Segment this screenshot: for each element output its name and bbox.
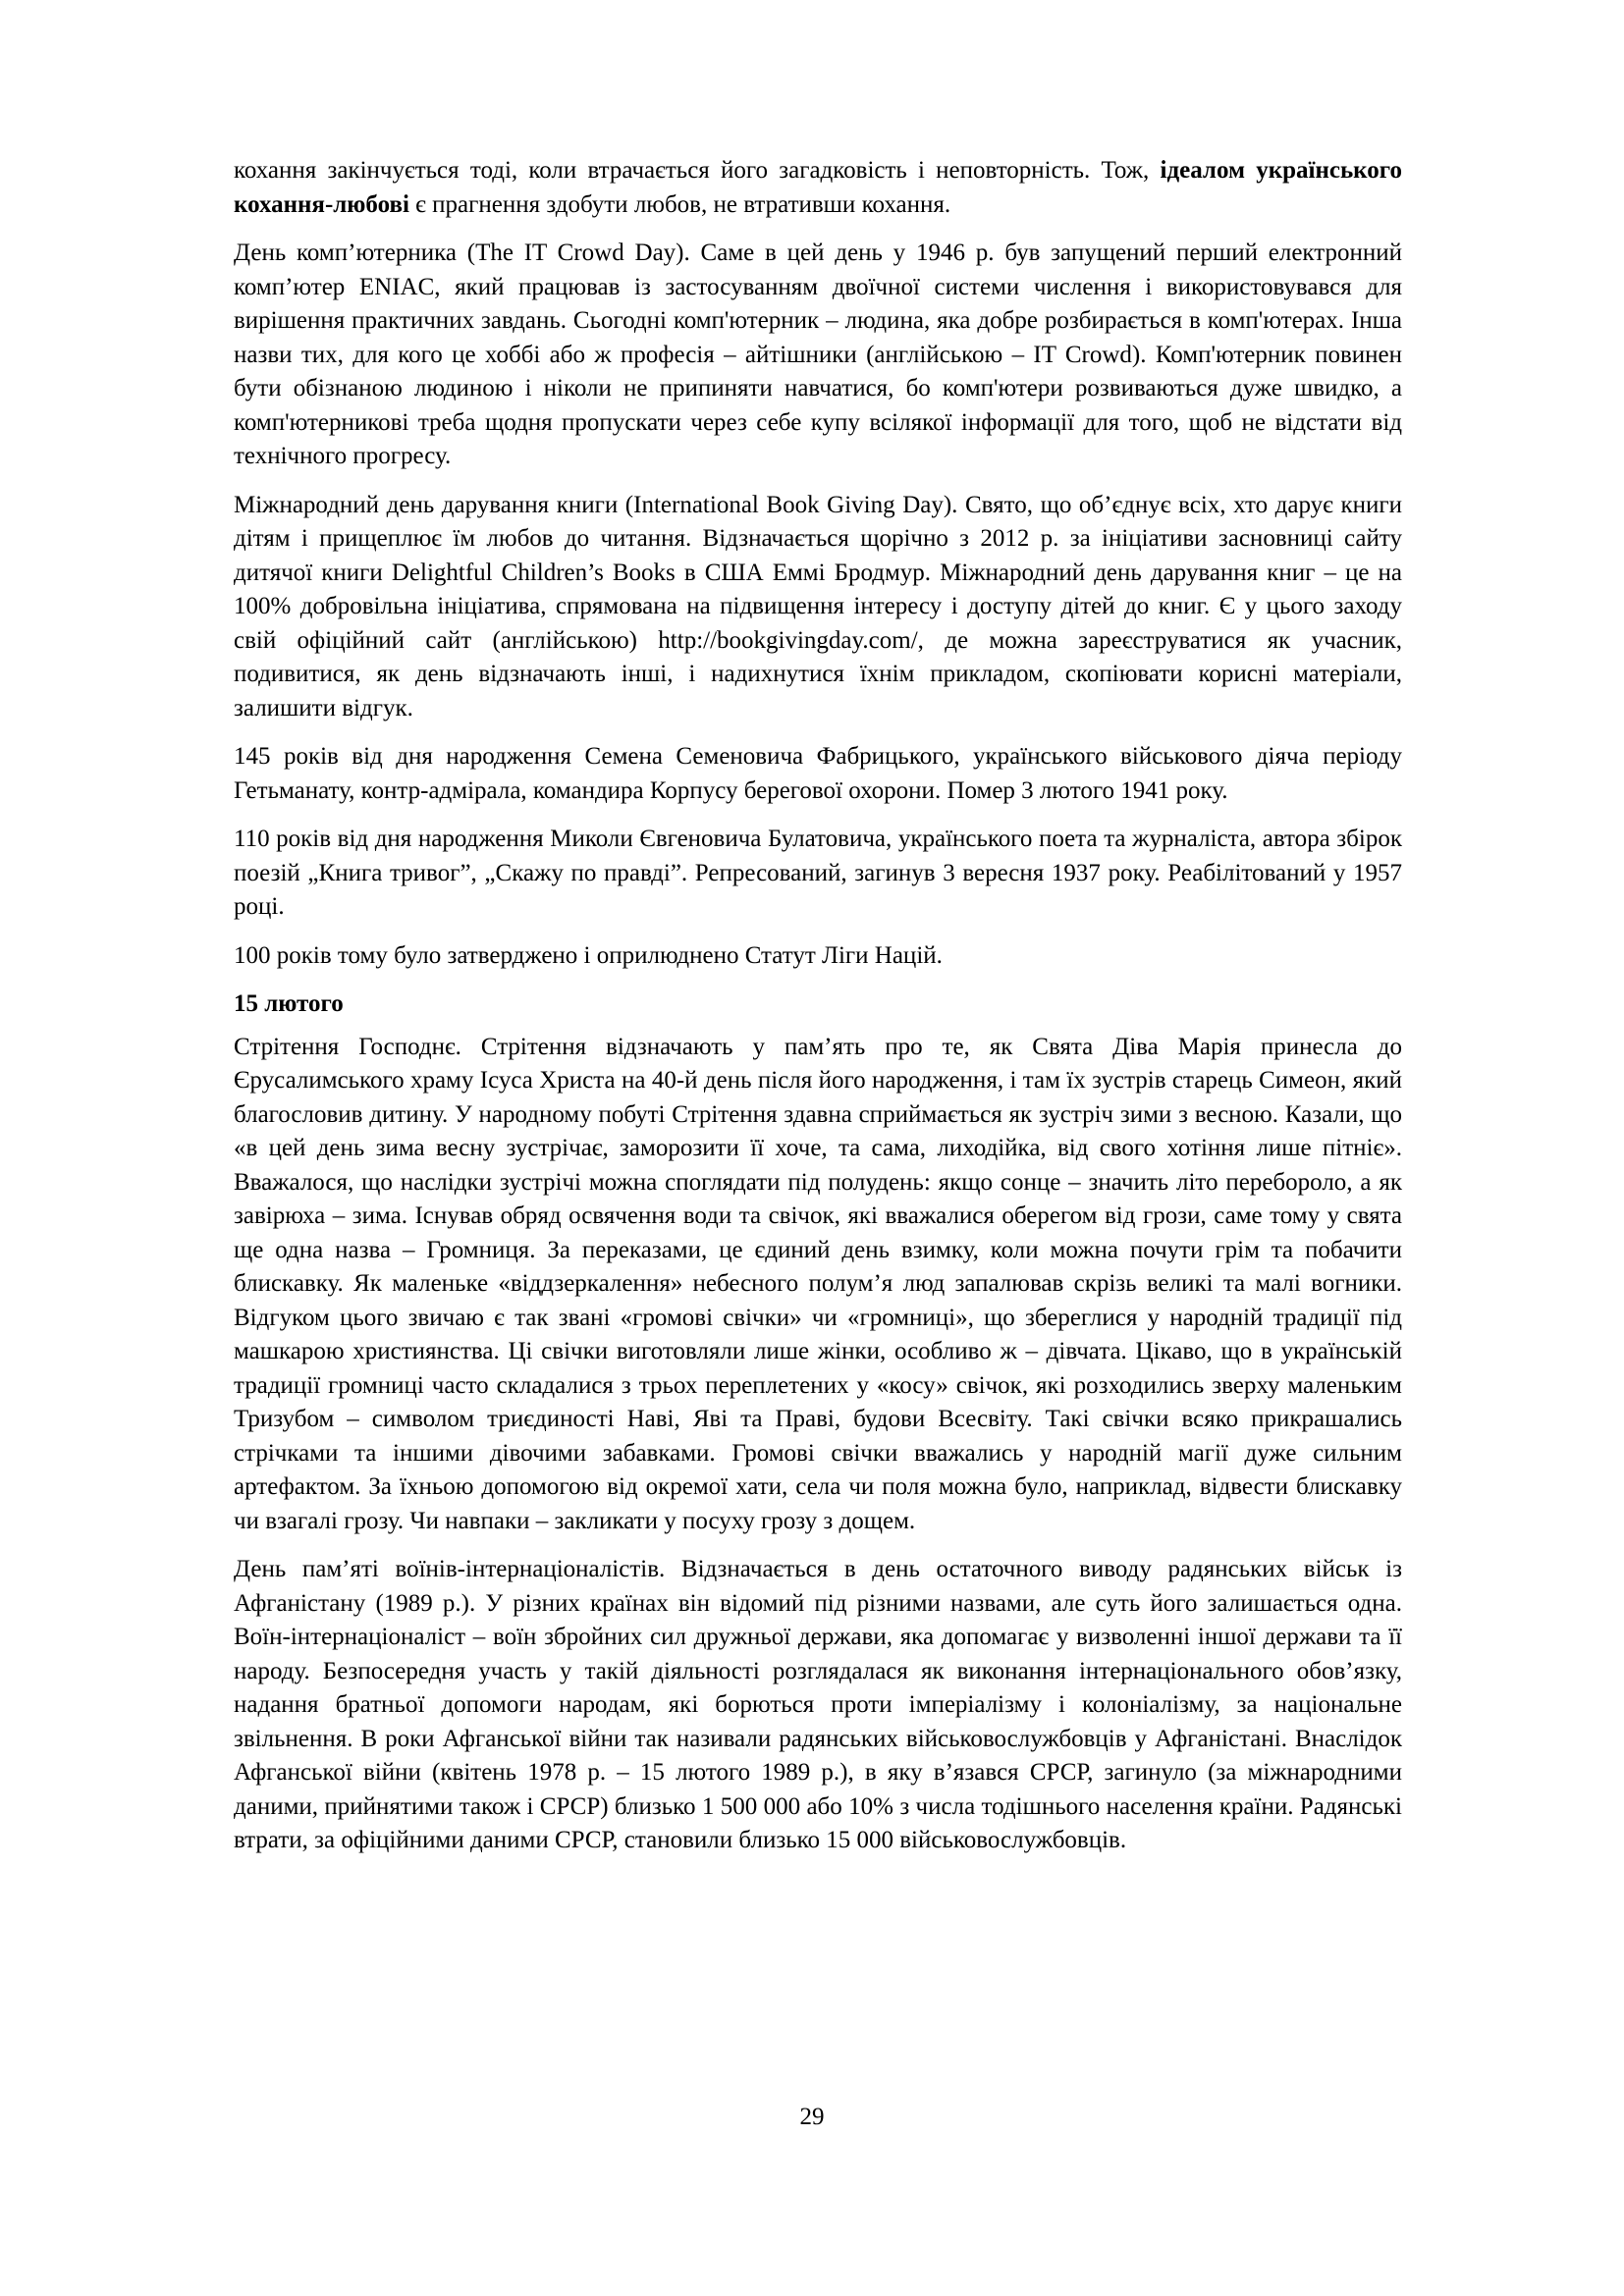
- paragraph-love-ideal: [234, 154, 1402, 222]
- document-page-body: [234, 154, 1402, 1873]
- paragraph-it-crowd-day: День комп’ютерника (The IT Crowd Day). Саме в цей день у 1946 р. був запущений перший електронний комп’ютер ENIAC, який працював із застосуванням двоїчної системи числення і використовувався для вирішення практичних завдань. Сьогодні комп'ютерник – людина, яка добре розбирається в комп'ютерах. Інша назви тих, для кого це хоббі або ж професія – айтішники (англійською – IT Crowd). Комп'ютерник повинен бути обізнаною людиною і ніколи не припиняти навчатися, бо комп'ютери розвиваються дуже швидко, а комп'ютерникові треба щодня пропускати через себе купу всілякої інформації для того, щоб не відстати від технічного прогресу.: [234, 240, 1402, 469]
- date-heading: 15 лютого: [234, 990, 344, 1017]
- paragraph-bulatovych: 110 років від дня народження Миколи Євгеновича Булатовича, українського поета та журналіста, автора збірок поезій „Книга тривог”, „Скажу по правді”. Репресований, загинув 3 вересня 1937 року. Реабілітований у 1957 році.: [234, 826, 1402, 920]
- love-text-end: є прагнення здобути любов, не втративши кохання.: [408, 190, 951, 218]
- paragraph-fabrytskyi: 145 років від дня народження Семена Семеновича Фабрицького, українського військового діяча періоду Гетьманату, контр-адмірала, командира Корпусу берегової охорони. Помер 3 лютого 1941 року.: [234, 743, 1402, 804]
- paragraph-book-giving-day: Міжнародний день дарування книги (International Book Giving Day). Свято, що об’єднує всіх, хто дарує книги дітям і прищеплює їм любов до читання. Відзначається щорічно з 2012 р. за ініціативи засновниці сайту дитячої книги Delightful Children’s Books в США Еммі Бродмур. Міжнародний день дарування книг – це на 100% добровільна ініціатива, спрямована на підвищення інтересу і доступу дітей до книг. Є у цього заходу свій офіційний сайт (англійською) http://bookgivingday.com/, де можна зареєструватися як учасник, подивитися, як день відзначають інші, і надихнутися їхнім прикладом, скопіювати корисні матеріали, залишити відгук.: [234, 491, 1402, 721]
- paragraph-internationalists-day: День пам’яті воїнів-інтернаціоналістів. Відзначається в день остаточного виводу радянських військ із Афганістану (1989 р.). У різних країнах він відомий під різними назвами, але суть його залишається одна. Воїн-інтернаціоналіст – воїн збройних сил дружньої держави, яка допомагає у визволенні іншої держави та її народу. Безпосередня участь у такій діяльності розглядалася як виконання інтернаціонального обов’язку, надання братньої допомоги народам, які борються проти імперіалізму і колоніалізму, за національне звільнення. В роки Афганської війни так називали радянських військовослужбовців у Афганістані. Внаслідок Афганської війни (квітень 1978 р. – 15 лютого 1989 р.), в яку в’язався СРСР, загинуло (за міжнародними даними, прийнятими також і СРСР) близько 1 500 000 або 10% з числа тодішнього населення країни. Радянські втрати, за офіційними даними СРСР, становили близько 15 000 військовослужбовців.: [234, 1556, 1402, 1853]
- paragraph-league-of-nations: 100 років тому було затверджено і оприлюднено Статут Ліги Націй.: [234, 941, 943, 969]
- page-number: 29: [799, 2104, 825, 2130]
- love-ideal-bold: ідеалом українського кохання-любові: [234, 157, 1402, 218]
- love-text-start: кохання закінчується тоді, коли втрачається його загадковість і неповторність. Тож,: [234, 157, 1161, 184]
- paragraph-stritennia: Стрітення Господнє. Стрітення відзначають у пам’ять про те, як Свята Діва Марія принесла до Єрусалимського храму Ісуса Христа на 40-й день після його народження, і там їх зустрів старець Симеон, який благословив дитину. У народному побуті Стрітення здавна сприймається як зустріч зими з весною. Казали, що «в цей день зима весну зустрічає, заморозити її хоче, та сама, лиходійка, від свого хотіння лише пітніє». Вважалося, що наслідки зустрічі можна споглядати під полудень: якщо сонце – значить літо переборолo, а як завірюха – зима. Існував обряд освячення води та свічок, які вважалися оберегом від грози, саме тому у свята ще одна назва – Громниця. За переказами, це єдиний день взимку, коли можна почути грім та побачити блискавку. Як маленьке «віддзеркалення» небесного полум’я люд запалював скрізь великі та малі вогники. Відгуком цього звичаю є так звані «громові свічки» чи «громниці», що збереглися у народній традиції під машкарою християнства. Ці свічки виготовляли лише жінки, особливо ж – дівчата. Цікаво, що в українській традиції громниці часто складалися з трьох переплетених у «косу» свічок, які розходились зверху маленьким Тризубом – символом триєдиності Наві, Яві та Праві, будови Всесвіту. Такі свічки всяко прикрашались стрічками та іншими дівочими забавками. Громові свічки вважались у народній магії дуже сильним артефактом. За їхньою допомогою від окремої хати, села чи поля можна було, наприклад, відвести блискавку чи взагалі грозу. Чи навпаки – закликати у посуху грозу з дощем.: [234, 1033, 1402, 1534]
